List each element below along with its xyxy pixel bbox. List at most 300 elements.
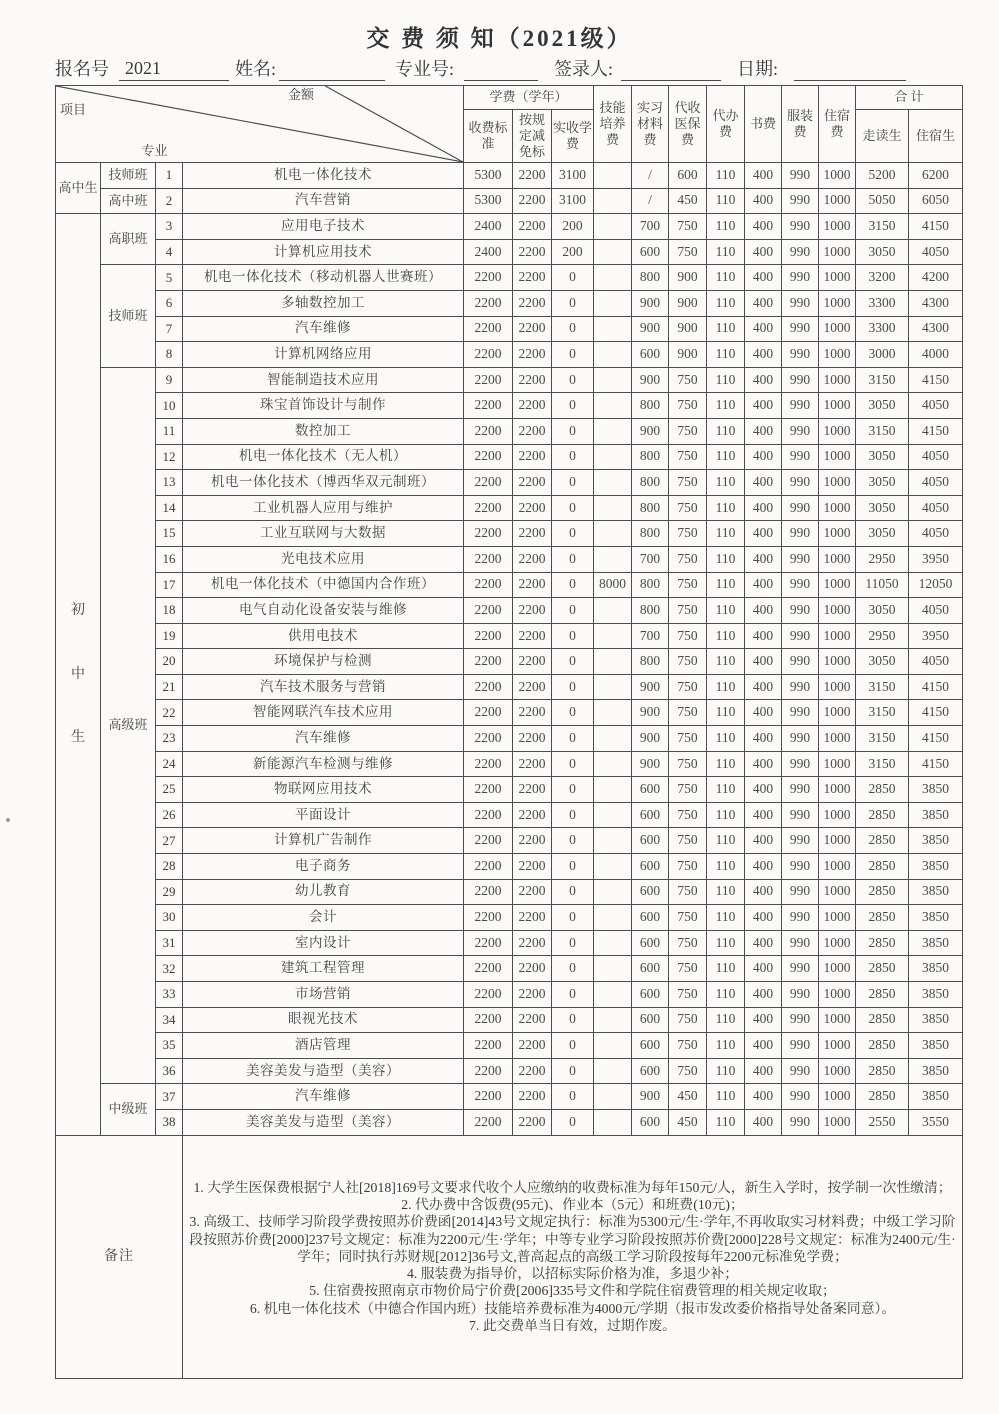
fee-cell: 990 bbox=[782, 854, 819, 880]
col-header-reduction: 按规定减免标 bbox=[513, 110, 552, 163]
fee-cell: 2200 bbox=[464, 956, 513, 982]
fee-cell: 2200 bbox=[513, 342, 552, 368]
fee-cell: 2200 bbox=[513, 623, 552, 649]
fee-cell: 400 bbox=[745, 572, 782, 598]
fee-cell: 110 bbox=[707, 828, 745, 854]
fee-cell: 2200 bbox=[513, 802, 552, 828]
table-row bbox=[56, 1007, 963, 1033]
fee-cell: 400 bbox=[745, 265, 782, 291]
fee-cell: 2200 bbox=[464, 393, 513, 419]
fee-cell: 900 bbox=[632, 726, 669, 752]
fee-cell: 2200 bbox=[513, 239, 552, 265]
remark-note: 2. 代办费中含饭费(95元)、作业本（5元）和班费(10元)； bbox=[401, 1197, 744, 1213]
fee-cell: 990 bbox=[782, 726, 819, 752]
fee-cell: 200 bbox=[552, 214, 594, 240]
fee-table bbox=[55, 85, 963, 1379]
remark-note: 6. 机电一体化技术（中德合作国内班）技能培养费标准为4000元/学期（报市发改委价格指导处备案同意）。 bbox=[249, 1300, 896, 1316]
fee-cell: 600 bbox=[632, 239, 669, 265]
fee-cell: 12050 bbox=[909, 572, 963, 598]
row-number: 19 bbox=[156, 623, 183, 649]
fee-cell: 990 bbox=[782, 1109, 819, 1135]
fee-cell: 750 bbox=[669, 726, 707, 752]
fee-cell: 110 bbox=[707, 188, 745, 214]
fee-cell: 1000 bbox=[819, 290, 856, 316]
fee-cell: 2200 bbox=[513, 598, 552, 624]
fee-cell: 750 bbox=[669, 418, 707, 444]
fee-cell: 2200 bbox=[513, 521, 552, 547]
col-header-day-student: 走读生 bbox=[856, 110, 909, 163]
fee-cell: 990 bbox=[782, 674, 819, 700]
fee-cell: 1000 bbox=[819, 444, 856, 470]
fee-cell: 1000 bbox=[819, 495, 856, 521]
fee-cell: 750 bbox=[669, 1058, 707, 1084]
fee-cell: 800 bbox=[632, 444, 669, 470]
fee-cell: 0 bbox=[552, 1058, 594, 1084]
fee-cell: 2200 bbox=[513, 265, 552, 291]
fee-cell: 3050 bbox=[856, 598, 909, 624]
fee-cell: 990 bbox=[782, 546, 819, 572]
fee-cell: 3850 bbox=[909, 1007, 963, 1033]
table-row bbox=[56, 393, 963, 419]
row-number: 30 bbox=[156, 905, 183, 931]
table-row bbox=[56, 316, 963, 342]
fee-cell: / bbox=[632, 163, 669, 189]
fee-cell: 3100 bbox=[552, 188, 594, 214]
fee-cell: 600 bbox=[669, 163, 707, 189]
row-number: 3 bbox=[156, 214, 183, 240]
fee-cell: 2200 bbox=[513, 751, 552, 777]
fee-cell: 750 bbox=[669, 674, 707, 700]
fee-cell bbox=[594, 777, 632, 803]
table-row bbox=[56, 854, 963, 880]
fee-cell bbox=[594, 1033, 632, 1059]
col-header-agency-fee: 代办费 bbox=[707, 86, 745, 163]
row-number: 14 bbox=[156, 495, 183, 521]
corner-item-label: 项目 bbox=[60, 102, 87, 117]
fee-cell: 2200 bbox=[513, 572, 552, 598]
fee-cell: 750 bbox=[669, 649, 707, 675]
major-name: 幼儿教育 bbox=[183, 879, 464, 905]
fee-cell: 990 bbox=[782, 367, 819, 393]
fee-cell: 1000 bbox=[819, 674, 856, 700]
fee-cell: 900 bbox=[632, 418, 669, 444]
fee-cell: 0 bbox=[552, 956, 594, 982]
fee-cell: 990 bbox=[782, 598, 819, 624]
class-category-cell: 高职班 bbox=[101, 214, 156, 265]
fee-cell: 600 bbox=[632, 1007, 669, 1033]
fee-cell: 1000 bbox=[819, 726, 856, 752]
row-number: 16 bbox=[156, 546, 183, 572]
table-row bbox=[56, 470, 963, 496]
fee-cell: 600 bbox=[632, 930, 669, 956]
table-row bbox=[56, 1109, 963, 1135]
fee-cell: 400 bbox=[745, 751, 782, 777]
fee-cell: 2200 bbox=[513, 905, 552, 931]
fee-cell: 2850 bbox=[856, 1084, 909, 1110]
fee-cell: 110 bbox=[707, 674, 745, 700]
fee-cell: 750 bbox=[669, 828, 707, 854]
fee-cell: 1000 bbox=[819, 521, 856, 547]
fee-cell: 1000 bbox=[819, 1033, 856, 1059]
col-header-medical-fee: 代收医保费 bbox=[669, 86, 707, 163]
fee-cell: 0 bbox=[552, 521, 594, 547]
fee-cell: 2200 bbox=[513, 546, 552, 572]
fee-cell: 2200 bbox=[464, 342, 513, 368]
fee-cell: 3850 bbox=[909, 802, 963, 828]
fee-cell: 110 bbox=[707, 1058, 745, 1084]
fee-cell: 110 bbox=[707, 598, 745, 624]
major-name: 汽车维修 bbox=[183, 316, 464, 342]
fee-cell: 110 bbox=[707, 470, 745, 496]
fee-cell: 990 bbox=[782, 623, 819, 649]
major-name: 酒店管理 bbox=[183, 1033, 464, 1059]
major-name: 美容美发与造型（美容） bbox=[183, 1058, 464, 1084]
fee-cell bbox=[594, 418, 632, 444]
fee-cell: 4050 bbox=[909, 598, 963, 624]
table-row bbox=[56, 239, 963, 265]
fee-cell bbox=[594, 1007, 632, 1033]
fee-cell: 110 bbox=[707, 1007, 745, 1033]
fee-cell: 750 bbox=[669, 444, 707, 470]
fee-cell: 2850 bbox=[856, 1007, 909, 1033]
row-number: 5 bbox=[156, 265, 183, 291]
fee-cell: 400 bbox=[745, 802, 782, 828]
major-no-field bbox=[464, 58, 538, 81]
fee-cell: 600 bbox=[632, 342, 669, 368]
row-number: 15 bbox=[156, 521, 183, 547]
major-no-label: 专业号: bbox=[395, 59, 455, 79]
row-number: 7 bbox=[156, 316, 183, 342]
fee-cell: 110 bbox=[707, 214, 745, 240]
table-row bbox=[56, 163, 963, 189]
table-row bbox=[56, 905, 963, 931]
fee-cell: 2200 bbox=[513, 879, 552, 905]
fee-cell: 1000 bbox=[819, 470, 856, 496]
col-header-skill-fee: 技能培养费 bbox=[594, 86, 632, 163]
fee-cell: 110 bbox=[707, 905, 745, 931]
fee-cell: 3150 bbox=[856, 751, 909, 777]
fee-cell: 900 bbox=[632, 290, 669, 316]
fee-cell bbox=[594, 623, 632, 649]
fee-cell bbox=[594, 495, 632, 521]
date-field bbox=[794, 58, 906, 81]
fee-cell: 2200 bbox=[513, 649, 552, 675]
fee-cell: 1000 bbox=[819, 623, 856, 649]
fee-cell: 990 bbox=[782, 214, 819, 240]
fee-cell: 990 bbox=[782, 342, 819, 368]
col-header-actual-tuition: 实收学费 bbox=[552, 110, 594, 163]
fee-cell: 4050 bbox=[909, 239, 963, 265]
class-category-cell: 中级班 bbox=[101, 1084, 156, 1135]
fee-cell: 2200 bbox=[464, 1007, 513, 1033]
fee-cell bbox=[594, 700, 632, 726]
fee-cell: 0 bbox=[552, 854, 594, 880]
fee-cell: 3850 bbox=[909, 930, 963, 956]
fee-cell: 2200 bbox=[513, 674, 552, 700]
fee-cell: 990 bbox=[782, 418, 819, 444]
fee-cell: 110 bbox=[707, 777, 745, 803]
fee-cell: 3050 bbox=[856, 521, 909, 547]
fee-cell: 2200 bbox=[513, 854, 552, 880]
fee-cell: 750 bbox=[669, 598, 707, 624]
fee-cell: 2200 bbox=[513, 726, 552, 752]
major-name: 汽车维修 bbox=[183, 726, 464, 752]
class-category-cell: 技师班 bbox=[101, 163, 156, 189]
fee-cell: 0 bbox=[552, 342, 594, 368]
fee-cell bbox=[594, 521, 632, 547]
fee-cell: 400 bbox=[745, 879, 782, 905]
fee-cell: 400 bbox=[745, 956, 782, 982]
table-row bbox=[56, 956, 963, 982]
row-number: 24 bbox=[156, 751, 183, 777]
fee-cell: 4050 bbox=[909, 470, 963, 496]
remark-note: 3. 高级工、技师学习阶段学费按照苏价费函[2014]43号文规定执行：标准为5300元/生·学年,不再收取实习材料费；中级工学习阶段按照苏价费[2000]237号文规定：标准为2200元/生·学年；中等专业学习阶段按照苏价费[2000]228号文规定：标准为2400元/生·学年；同时执行苏财规[2012]36号文,普高起点的高级工学习阶段按每年2200元标准免学费； bbox=[189, 1214, 956, 1264]
fee-cell: 990 bbox=[782, 828, 819, 854]
remark-note: 4. 服装费为指导价，以招标实际价格为准，多退少补； bbox=[406, 1266, 739, 1282]
fee-cell: 1000 bbox=[819, 879, 856, 905]
fee-cell: 110 bbox=[707, 546, 745, 572]
fee-cell: 750 bbox=[669, 239, 707, 265]
fee-cell: 400 bbox=[745, 444, 782, 470]
fee-cell: 990 bbox=[782, 188, 819, 214]
fee-cell: 110 bbox=[707, 623, 745, 649]
fee-cell: 2200 bbox=[464, 828, 513, 854]
table-row bbox=[56, 623, 963, 649]
fee-cell: 2200 bbox=[464, 265, 513, 291]
fee-cell: 750 bbox=[669, 802, 707, 828]
remark-note: 5. 住宿费按照南京市物价局宁价费[2006]335号文件和学院住宿费管理的相关规定收取； bbox=[309, 1283, 836, 1299]
fee-cell: 2200 bbox=[513, 316, 552, 342]
fee-cell: 3850 bbox=[909, 777, 963, 803]
col-group-tuition: 学费（学年） bbox=[464, 86, 594, 110]
fee-cell: 400 bbox=[745, 188, 782, 214]
fee-cell: 3300 bbox=[856, 316, 909, 342]
fee-cell bbox=[594, 393, 632, 419]
fee-cell: 750 bbox=[669, 905, 707, 931]
diagonal-lines-icon bbox=[56, 86, 463, 162]
fee-cell: 2200 bbox=[464, 854, 513, 880]
fee-cell: 110 bbox=[707, 1033, 745, 1059]
fee-cell: 3100 bbox=[552, 163, 594, 189]
fee-cell: 400 bbox=[745, 726, 782, 752]
fee-cell: 990 bbox=[782, 1084, 819, 1110]
fee-cell: 0 bbox=[552, 1109, 594, 1135]
major-name: 多轴数控加工 bbox=[183, 290, 464, 316]
fee-cell bbox=[594, 751, 632, 777]
fee-cell: 0 bbox=[552, 726, 594, 752]
fee-cell: 3300 bbox=[856, 290, 909, 316]
fee-cell: 2200 bbox=[464, 802, 513, 828]
fee-cell: 990 bbox=[782, 444, 819, 470]
fee-cell: 4050 bbox=[909, 495, 963, 521]
fee-cell: 3150 bbox=[856, 418, 909, 444]
fee-cell: 990 bbox=[782, 982, 819, 1008]
major-name: 物联网应用技术 bbox=[183, 777, 464, 803]
table-row bbox=[56, 265, 963, 291]
fee-cell: 2200 bbox=[513, 290, 552, 316]
fee-cell: 3950 bbox=[909, 546, 963, 572]
row-number: 1 bbox=[156, 163, 183, 189]
fee-cell: 1000 bbox=[819, 802, 856, 828]
fee-cell: 110 bbox=[707, 316, 745, 342]
table-row bbox=[56, 982, 963, 1008]
fee-cell: 0 bbox=[552, 546, 594, 572]
fee-cell: 1000 bbox=[819, 316, 856, 342]
row-number: 35 bbox=[156, 1033, 183, 1059]
major-name: 工业互联网与大数据 bbox=[183, 521, 464, 547]
fee-cell: 400 bbox=[745, 342, 782, 368]
fee-cell: 800 bbox=[632, 521, 669, 547]
fee-cell: 2200 bbox=[464, 930, 513, 956]
row-number: 21 bbox=[156, 674, 183, 700]
fee-cell: 0 bbox=[552, 700, 594, 726]
fee-cell: 400 bbox=[745, 1033, 782, 1059]
table-row bbox=[56, 1058, 963, 1084]
major-name: 会计 bbox=[183, 905, 464, 931]
fee-cell: 400 bbox=[745, 290, 782, 316]
fee-cell: 1000 bbox=[819, 598, 856, 624]
fee-cell: 1000 bbox=[819, 700, 856, 726]
remarks-text bbox=[183, 1135, 963, 1378]
fee-cell: 0 bbox=[552, 802, 594, 828]
fee-cell: 990 bbox=[782, 905, 819, 931]
col-header-material-fee: 实习材料费 bbox=[632, 86, 669, 163]
fee-cell: 750 bbox=[669, 956, 707, 982]
table-row bbox=[56, 572, 963, 598]
fee-cell: 400 bbox=[745, 674, 782, 700]
fee-cell: 990 bbox=[782, 1007, 819, 1033]
fee-cell: 0 bbox=[552, 777, 594, 803]
fee-cell: 6200 bbox=[909, 163, 963, 189]
fee-cell: 400 bbox=[745, 1084, 782, 1110]
row-number: 2 bbox=[156, 188, 183, 214]
fee-cell: 400 bbox=[745, 214, 782, 240]
fee-cell bbox=[594, 316, 632, 342]
fee-cell: 2850 bbox=[856, 982, 909, 1008]
row-number: 8 bbox=[156, 342, 183, 368]
fee-cell: 110 bbox=[707, 290, 745, 316]
fee-cell: 5300 bbox=[464, 163, 513, 189]
fee-cell: 1000 bbox=[819, 1109, 856, 1135]
fee-cell: 400 bbox=[745, 700, 782, 726]
fee-cell bbox=[594, 828, 632, 854]
fee-cell: 990 bbox=[782, 802, 819, 828]
fee-cell: 400 bbox=[745, 1109, 782, 1135]
fee-cell: 1000 bbox=[819, 751, 856, 777]
fee-cell: 2200 bbox=[464, 546, 513, 572]
fee-cell: 800 bbox=[632, 495, 669, 521]
fee-cell: 900 bbox=[632, 367, 669, 393]
fee-cell: 0 bbox=[552, 905, 594, 931]
fee-cell bbox=[594, 905, 632, 931]
table-row bbox=[56, 444, 963, 470]
fee-cell: 2200 bbox=[513, 495, 552, 521]
fee-cell: 750 bbox=[669, 700, 707, 726]
fee-cell: 3850 bbox=[909, 854, 963, 880]
fee-cell: 3150 bbox=[856, 700, 909, 726]
corner-major-label: 专业 bbox=[141, 142, 168, 158]
fee-cell: 0 bbox=[552, 495, 594, 521]
row-number: 29 bbox=[156, 879, 183, 905]
fee-cell: 2200 bbox=[464, 674, 513, 700]
row-number: 34 bbox=[156, 1007, 183, 1033]
fee-cell: 600 bbox=[632, 1033, 669, 1059]
fee-cell: 2850 bbox=[856, 1033, 909, 1059]
fee-cell: 3850 bbox=[909, 982, 963, 1008]
fee-cell: 600 bbox=[632, 854, 669, 880]
fee-cell bbox=[594, 879, 632, 905]
fee-cell: 3850 bbox=[909, 828, 963, 854]
fee-cell: 800 bbox=[632, 470, 669, 496]
major-name: 光电技术应用 bbox=[183, 546, 464, 572]
table-row bbox=[56, 700, 963, 726]
fee-cell: 2200 bbox=[464, 726, 513, 752]
fee-cell: 2200 bbox=[464, 367, 513, 393]
fee-cell: 400 bbox=[745, 163, 782, 189]
fee-cell: 110 bbox=[707, 265, 745, 291]
fee-cell: 400 bbox=[745, 546, 782, 572]
row-number: 25 bbox=[156, 777, 183, 803]
fee-cell: 1000 bbox=[819, 188, 856, 214]
fee-cell: 990 bbox=[782, 751, 819, 777]
row-number: 36 bbox=[156, 1058, 183, 1084]
fee-cell: 750 bbox=[669, 546, 707, 572]
fee-cell: 4150 bbox=[909, 367, 963, 393]
table-row bbox=[56, 1084, 963, 1110]
fee-table-body bbox=[56, 163, 963, 1136]
fee-cell: 600 bbox=[632, 879, 669, 905]
major-name: 工业机器人应用与维护 bbox=[183, 495, 464, 521]
fee-cell: 600 bbox=[632, 1058, 669, 1084]
fee-cell: 2200 bbox=[513, 444, 552, 470]
fee-cell: 990 bbox=[782, 649, 819, 675]
major-name: 机电一体化技术（移动机器人世赛班） bbox=[183, 265, 464, 291]
fee-cell: 750 bbox=[669, 1007, 707, 1033]
fee-cell bbox=[594, 802, 632, 828]
fee-cell: 900 bbox=[632, 316, 669, 342]
fee-cell: 4300 bbox=[909, 316, 963, 342]
fee-cell: 400 bbox=[745, 598, 782, 624]
fee-cell: 900 bbox=[669, 342, 707, 368]
major-name: 汽车营销 bbox=[183, 188, 464, 214]
fee-cell: 990 bbox=[782, 521, 819, 547]
major-name: 平面设计 bbox=[183, 802, 464, 828]
fee-cell: 750 bbox=[669, 470, 707, 496]
fee-cell: 2200 bbox=[513, 700, 552, 726]
fee-cell bbox=[594, 239, 632, 265]
table-corner bbox=[56, 86, 464, 163]
fee-cell: 400 bbox=[745, 854, 782, 880]
fee-cell: 3150 bbox=[856, 674, 909, 700]
fee-cell: 3050 bbox=[856, 393, 909, 419]
fee-cell: 110 bbox=[707, 700, 745, 726]
fee-cell: 110 bbox=[707, 163, 745, 189]
major-name: 珠宝首饰设计与制作 bbox=[183, 393, 464, 419]
table-header bbox=[56, 86, 963, 163]
fee-cell: 110 bbox=[707, 342, 745, 368]
fee-cell: 110 bbox=[707, 854, 745, 880]
registrar-label: 签录人: bbox=[554, 59, 614, 79]
table-row bbox=[56, 879, 963, 905]
fee-cell: 800 bbox=[632, 393, 669, 419]
table-row bbox=[56, 418, 963, 444]
fee-cell: 400 bbox=[745, 649, 782, 675]
page-title: 交 费 须 知（2021级） bbox=[366, 26, 633, 51]
row-number: 11 bbox=[156, 418, 183, 444]
fee-cell: 450 bbox=[669, 1109, 707, 1135]
fee-cell: 700 bbox=[632, 546, 669, 572]
fee-cell: 600 bbox=[632, 905, 669, 931]
